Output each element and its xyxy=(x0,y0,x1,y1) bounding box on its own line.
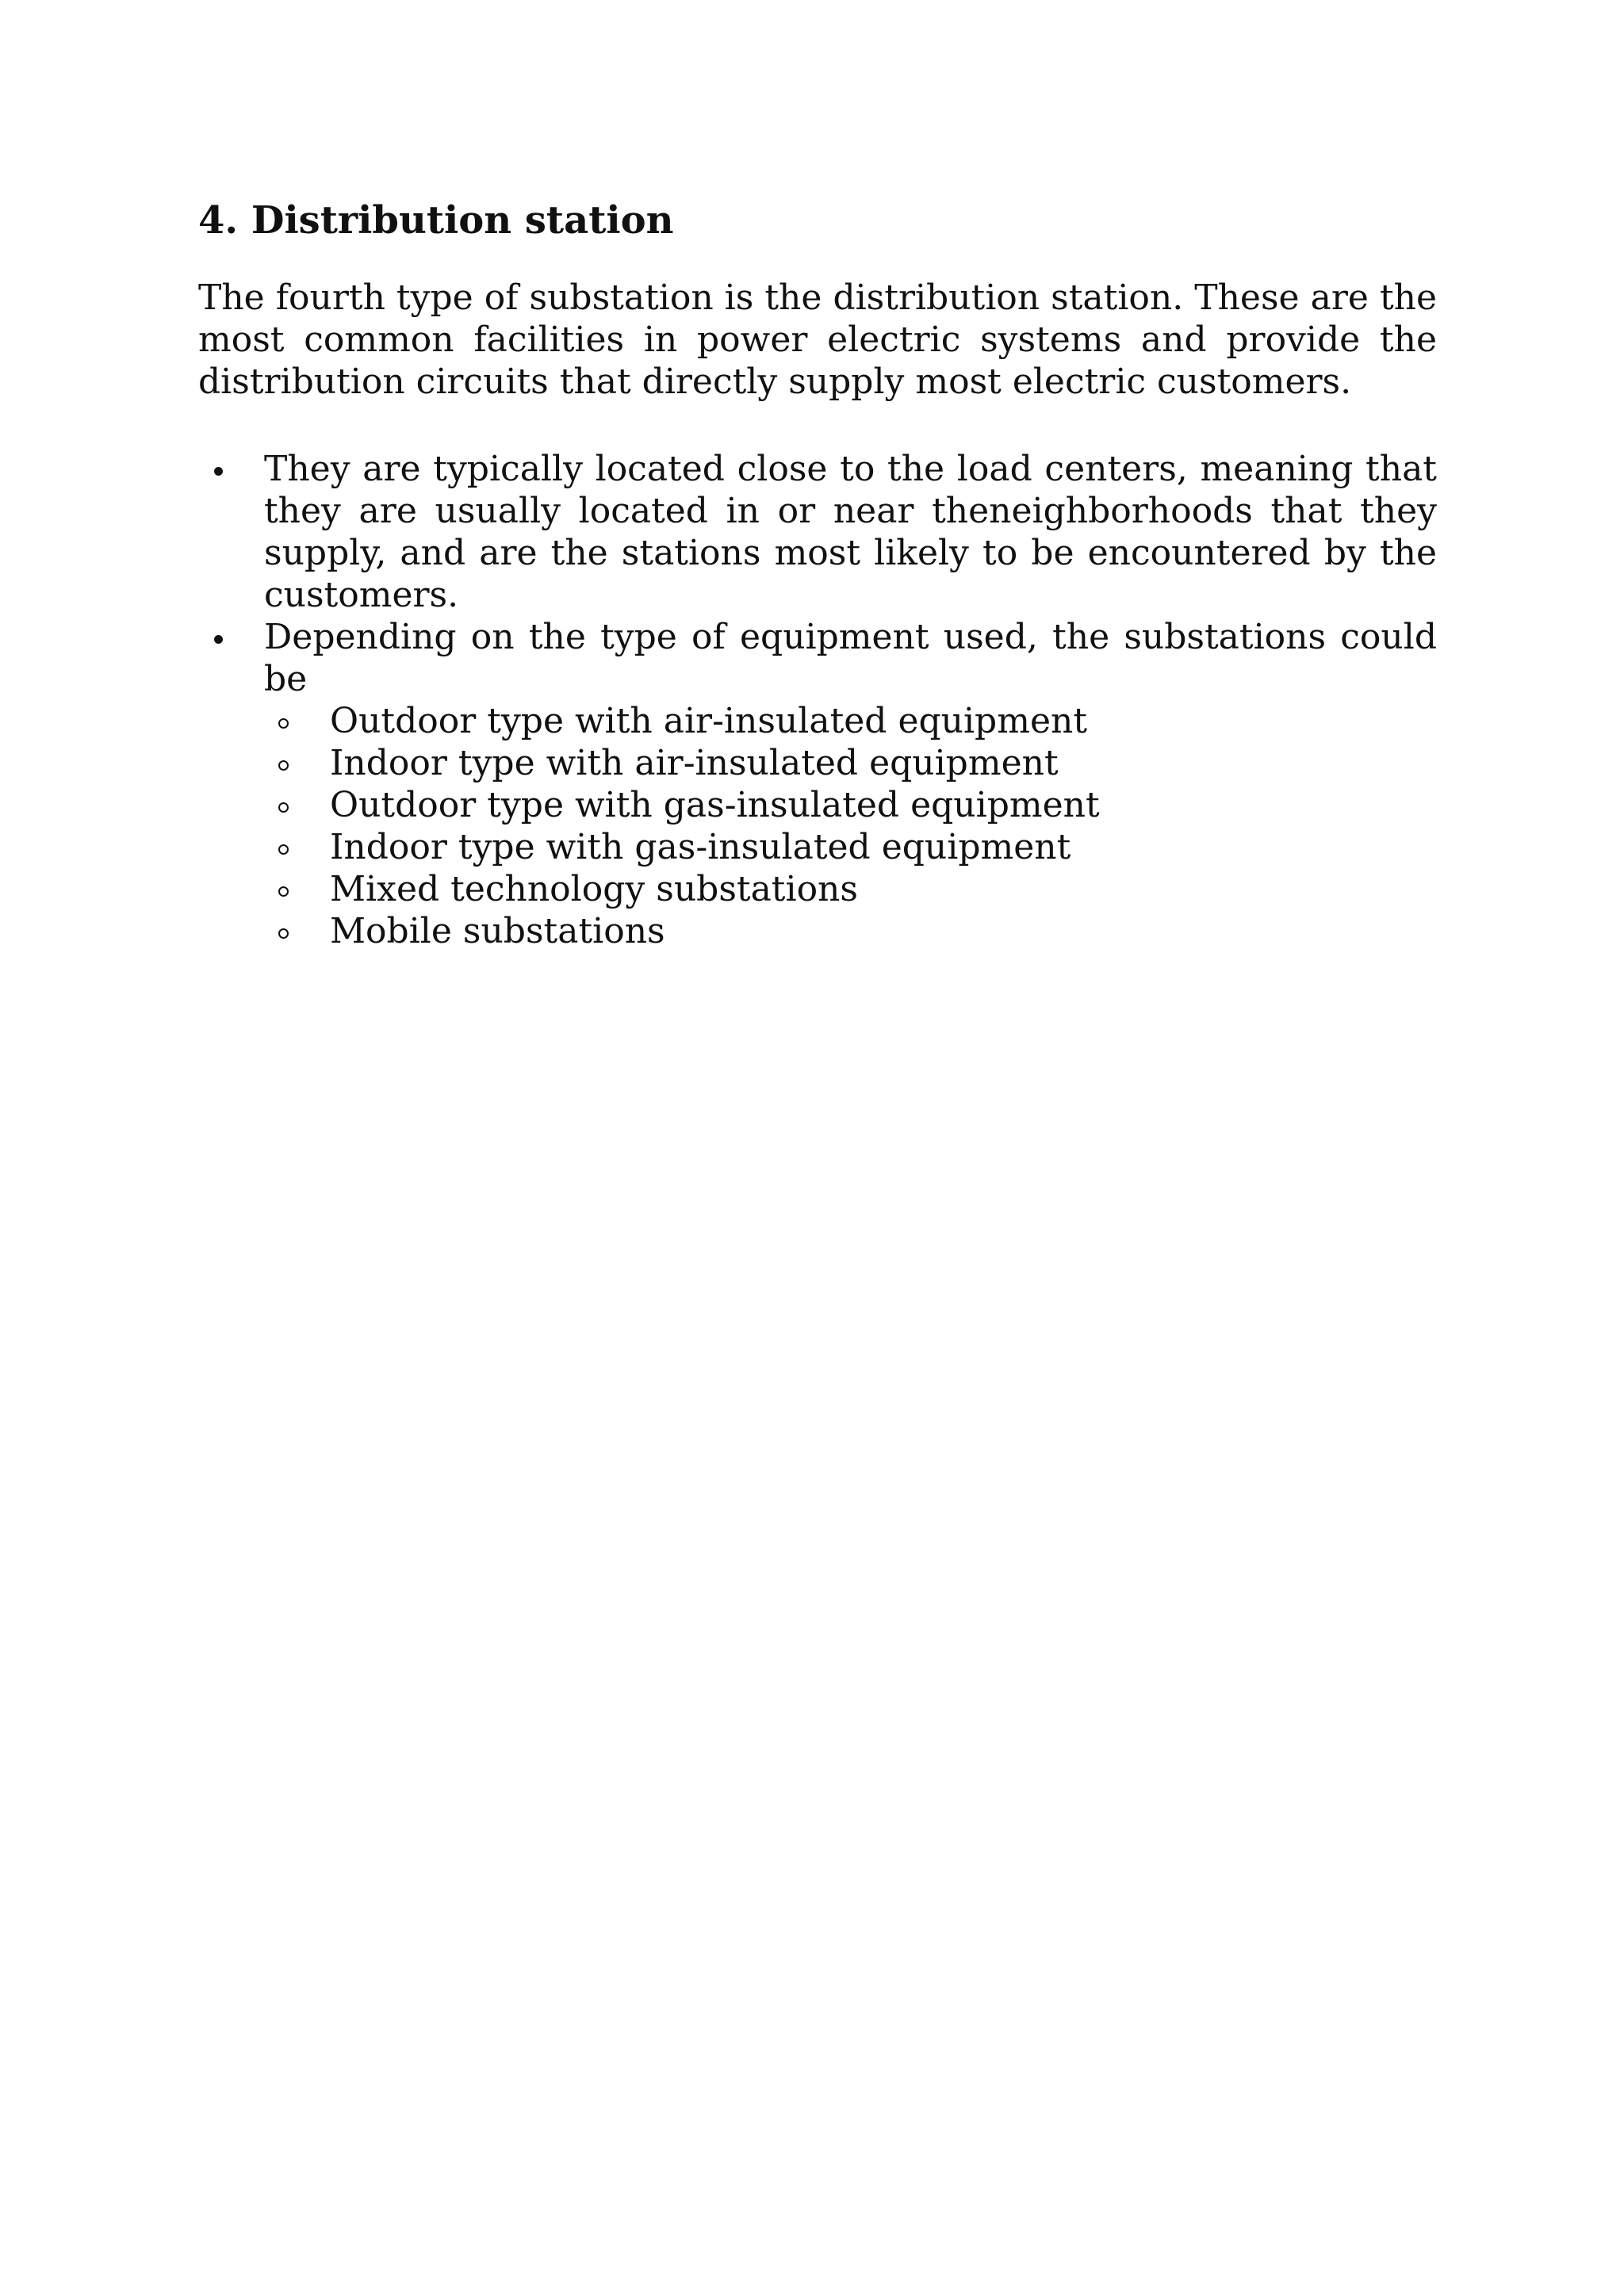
intro-paragraph: The fourth type of substation is the distribution station. These are the most common facilities in power electric systems and provide the distribution circuits that directly supply most electric customers. xyxy=(198,277,1437,402)
sub-list-item xyxy=(264,826,1437,868)
hollow-circle-bullet-icon xyxy=(278,802,289,813)
sub-list-item xyxy=(264,910,1437,952)
hollow-circle-bullet-icon xyxy=(278,928,289,939)
hollow-circle-bullet-icon xyxy=(278,718,289,729)
bullet-icon xyxy=(214,635,223,644)
hollow-circle-bullet-icon xyxy=(278,844,289,855)
sub-list-item xyxy=(264,742,1437,784)
section-heading: 4. Distribution station xyxy=(198,198,674,243)
list-item xyxy=(198,616,1437,952)
sub-item-text: Indoor type with gas-insulated equipment xyxy=(330,827,1071,867)
sub-item-text: Indoor type with air-insulated equipment xyxy=(330,743,1059,783)
bullet-text: They are typically located close to the load centers, meaning that they are usually located in or near theneighborhoods that they supply, and are the stations most likely to be encountered by the customers. xyxy=(264,449,1437,615)
sub-item-text: Mobile substations xyxy=(330,911,665,951)
sub-item-text: Outdoor type with gas-insulated equipment xyxy=(330,785,1100,825)
sub-item-text: Mixed technology substations xyxy=(330,869,858,909)
bullet-text: Depending on the type of equipment used, the substations could be xyxy=(264,617,1437,699)
document-page xyxy=(198,0,1437,2296)
bullet-icon xyxy=(214,467,223,476)
sub-list-item xyxy=(264,868,1437,910)
list-item xyxy=(198,448,1437,616)
hollow-circle-bullet-icon xyxy=(278,760,289,771)
hollow-circle-bullet-icon xyxy=(278,886,289,897)
sub-list-item xyxy=(264,700,1437,742)
bullet-list xyxy=(198,448,1437,952)
sub-list-item xyxy=(264,784,1437,826)
sub-item-text: Outdoor type with air-insulated equipment xyxy=(330,701,1088,741)
sub-bullet-list xyxy=(264,700,1437,952)
